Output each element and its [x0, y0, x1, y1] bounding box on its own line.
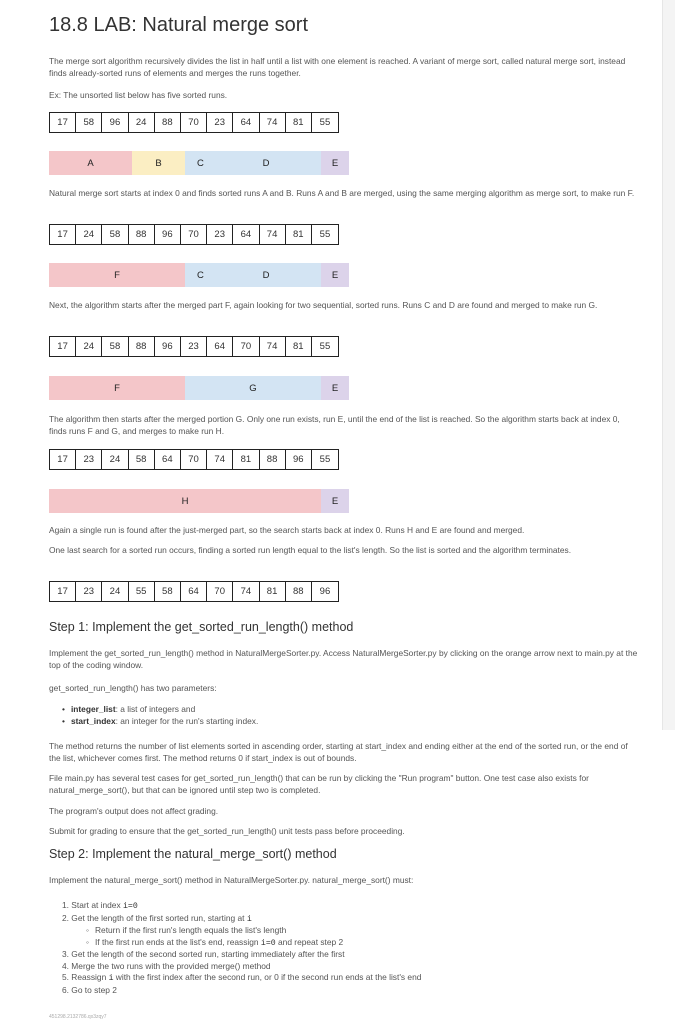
paragraph-merge-h-e: Again a single run is found after the just-merged part, so the search starts back at index 0. Runs H and E are found and merged. [49, 525, 525, 535]
run-e: E [321, 151, 349, 175]
list-item [62, 913, 421, 926]
array-cell: 24 [76, 225, 102, 244]
run-e: E [321, 376, 349, 400]
step-text: If the first run ends at the list's end, reassign [94, 936, 261, 947]
step-text: 4. Merge the two runs with the provided merge() method [62, 960, 271, 971]
array-cell: 96 [155, 225, 181, 244]
param-name: integer_list [70, 704, 116, 714]
array-cell: 17 [50, 337, 76, 356]
array-cell: 70 [181, 450, 207, 469]
array-cell: 70 [181, 113, 207, 132]
array-cell: 96 [286, 450, 312, 469]
array-cell: 70 [233, 337, 259, 356]
array-cell: 58 [76, 113, 102, 132]
list-item [74, 925, 421, 937]
array-cell: 81 [286, 337, 312, 356]
footer-id: 451298.2132786.qx3zqy7 [49, 1014, 107, 1020]
param-desc: : an integer for the run's starting index. [115, 715, 259, 726]
array-cell: 17 [50, 225, 76, 244]
step-text: 1. Start at index [62, 900, 123, 910]
array-row-after-f [49, 224, 339, 245]
run-g: G [185, 376, 321, 400]
step-text: 5. Reassign [62, 972, 109, 982]
inline-code: i [108, 974, 114, 983]
array-cell: 23 [207, 113, 233, 132]
list-item [62, 704, 258, 716]
list-item [62, 972, 421, 985]
array-cell: 88 [155, 113, 181, 132]
page-title: 18.8 LAB: Natural merge sort [49, 14, 309, 36]
inline-code: i=0 [260, 938, 276, 948]
step2-steps [62, 900, 421, 996]
array-cell: 23 [181, 337, 207, 356]
array-cell: 23 [76, 582, 102, 601]
list-item [74, 937, 421, 950]
list-item [62, 985, 421, 997]
array-cell: 17 [50, 582, 76, 601]
array-cell: 64 [155, 450, 181, 469]
step-text: with the first index after the second run, or 0 if the second run ends at the list's end [113, 972, 422, 982]
step1-test-cases: File main.py has several test cases for get_sorted_run_length() that can be run by clicking the "Run program" button. One test case also exists for natural_merge_sort(), but that can be ignored until step two is completed. [49, 773, 589, 795]
array-cell: 96 [155, 337, 181, 356]
run-f: F [49, 263, 185, 287]
run-f: F [49, 376, 185, 400]
paragraph-terminate: One last search for a sorted run occurs, finding a sorted run length equal to the list's length. So the list is sorted and the algorithm terminates. [49, 545, 572, 555]
step2-instructions: Implement the natural_merge_sort() method in NaturalMergeSorter.py. natural_merge_sort() must: [49, 875, 414, 885]
array-cell: 17 [50, 113, 76, 132]
array-cell: 64 [233, 225, 259, 244]
array-cell: 96 [319, 586, 331, 597]
run-a: A [49, 151, 132, 175]
array-cell: 81 [233, 450, 259, 469]
run-h: H [49, 489, 321, 513]
step1-return-description: The method returns the number of list elements sorted in ascending order, starting at start_index and ending either at the end of the sorted run, or the end of the list, whichever comes first. The method returns 0 if start_index is out of bounds. [49, 741, 628, 763]
array-cell: 88 [129, 337, 155, 356]
array-cell: 88 [260, 450, 286, 469]
array-cell: 24 [102, 450, 128, 469]
step1-heading: Step 1: Implement the get_sorted_run_length() method [49, 620, 354, 634]
array-cell: 17 [50, 450, 76, 469]
run-e: E [321, 489, 349, 513]
array-cell: 24 [76, 337, 102, 356]
array-cell: 55 [319, 454, 331, 465]
run-e: E [321, 263, 349, 287]
step1-parameters-intro: get_sorted_run_length() has two parameters: [49, 683, 217, 693]
array-cell: 74 [207, 450, 233, 469]
array-cell: 58 [102, 225, 128, 244]
array-cell: 74 [260, 113, 286, 132]
parameter-list [62, 704, 258, 727]
array-cell: 74 [260, 337, 286, 356]
array-cell: 96 [102, 113, 128, 132]
intro-paragraph: The merge sort algorithm recursively divides the list in half until a list with one element is reached. A variant of merge sort, called natural merge sort, instead finds already-sorted runs of elements and merges the runs together. [49, 56, 626, 78]
array-cell: 74 [233, 582, 259, 601]
step-text: Return if the first run's length equals the list's length [94, 925, 287, 935]
step-text: 3. Get the length of the second sorted run, starting immediately after the first [62, 949, 345, 959]
run-d: D [211, 263, 321, 287]
array-cell: 64 [181, 582, 207, 601]
list-item [62, 949, 421, 961]
run-c: C [185, 151, 211, 175]
array-cell: 81 [286, 113, 312, 132]
inline-code: i=0 [123, 902, 138, 911]
array-cell: 70 [207, 582, 233, 601]
param-desc: : a list of integers and [115, 704, 196, 714]
array-cell: 23 [76, 450, 102, 469]
list-item [62, 716, 258, 728]
array-row-after-g [49, 336, 339, 357]
array-cell: 23 [207, 225, 233, 244]
paragraph-merge-c-d: Next, the algorithm starts after the merged part F, again looking for two sequential, sorted runs. Runs C and D are found and merged to make run G. [49, 300, 598, 310]
step1-submit-note: Submit for grading to ensure that the get_sorted_run_length() unit tests pass before proceeding. [49, 826, 405, 836]
array-cell: 88 [129, 225, 155, 244]
paragraph-merge-a-b: Natural merge sort starts at index 0 and finds sorted runs A and B. Runs A and B are merged, using the same merging algorithm as merge sort, to make run F. [49, 188, 635, 198]
run-d: D [211, 151, 321, 175]
array-cell: 88 [286, 582, 312, 601]
step-text: and repeat step 2 [275, 936, 344, 947]
step-text: 6. Go to step 2 [62, 984, 117, 995]
array-cell: 58 [102, 337, 128, 356]
step1-output-note: The program's output does not affect grading. [49, 806, 219, 816]
array-cell: 55 [319, 341, 331, 352]
array-cell: 64 [207, 337, 233, 356]
run-c: C [185, 263, 211, 287]
array-cell: 70 [181, 225, 207, 244]
array-cell: 58 [129, 450, 155, 469]
array-cell: 24 [102, 582, 128, 601]
run-b: B [132, 151, 185, 175]
array-row-unsorted [49, 112, 339, 133]
array-cell: 64 [233, 113, 259, 132]
array-cell: 55 [319, 229, 331, 240]
array-row-sorted [49, 581, 339, 602]
array-cell: 81 [286, 225, 312, 244]
array-row-after-h [49, 449, 339, 470]
array-cell: 81 [260, 582, 286, 601]
list-item [62, 900, 421, 913]
step2-heading: Step 2: Implement the natural_merge_sort() method [49, 847, 337, 861]
example-caption: Ex: The unsorted list below has five sorted runs. [49, 90, 228, 100]
array-cell: 58 [155, 582, 181, 601]
array-cell: 55 [319, 117, 331, 128]
inline-code: i [246, 914, 252, 924]
step1-instructions: Implement the get_sorted_run_length() method in NaturalMergeSorter.py. Access NaturalMergeSorter.py by clicking on the orange arrow next to main.py at the top of the coding window. [49, 648, 638, 670]
param-name: start_index [70, 715, 116, 726]
scrollbar-track[interactable] [662, 0, 675, 730]
array-cell: 55 [129, 582, 155, 601]
list-item [62, 961, 421, 973]
paragraph-merge-f-g: The algorithm then starts after the merged portion G. Only one run exists, run E, until the end of the list is reached. So the algorithm starts back at index 0, finds runs F and G, and merges to make run H. [49, 414, 620, 436]
array-cell: 74 [260, 225, 286, 244]
step-text: 2. Get the length of the first sorted run, starting at [62, 912, 247, 923]
array-cell: 24 [129, 113, 155, 132]
